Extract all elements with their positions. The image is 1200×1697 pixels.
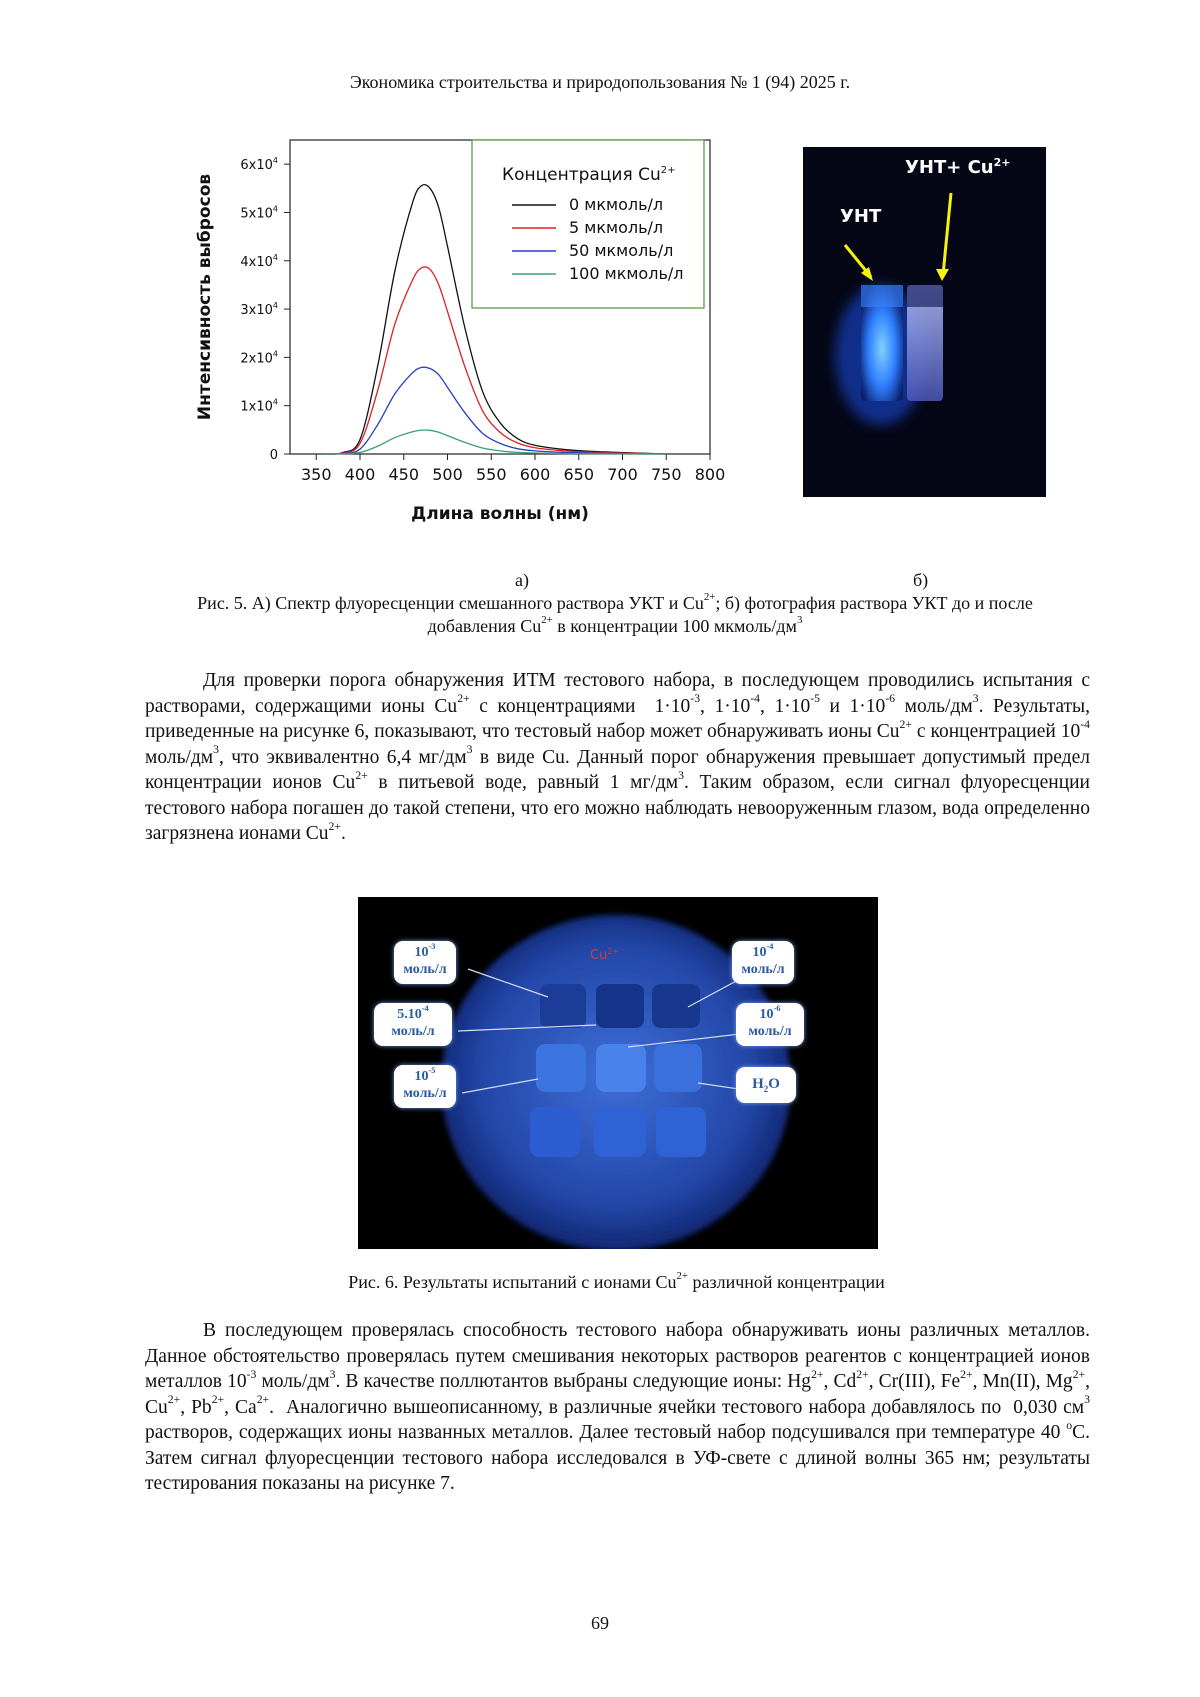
y-tick-label: $3x10^4$ [240, 301, 278, 319]
legend-title: Концентрация $Cu^{2+}$ [502, 165, 676, 185]
cuvette-photo-drawing [803, 147, 1046, 497]
legend-entry-0: 0 мкмоль/л [569, 195, 664, 214]
cell-r1c3 [652, 984, 700, 1028]
label-5e-4: $5.10^{-4}$ моль/л [374, 1003, 452, 1046]
x-axis-label: Длина волны (нм) [411, 504, 589, 524]
legend-entry-3: 100 мкмоль/л [569, 264, 684, 283]
paragraph-2: В последующем проверялась способность тестового набора обнаруживать ионы различных металлов. Данное обстоятельство проверялась путем смешивания некоторых растворов реагентов с концентрацией ионов металлов $10^{-3}$ моль/$дм^3$. В качестве поллютантов выбраны следующие ионы: $Hg^{2+}$, $Cd^{2+}$, Cr(III), $Fe^{2+}$, Mn(II), $Mg^{2+}$, $Cu^{2+}$, $Pb^{2+}$, $Ca^{2+}$. Аналогично вышеописанному, в различные ячейки тестового набора добавлялось по 0,030 $см^3$ растворов, содержащих ионы названных металлов. Далее тестовый набор подсушивался при температуре 40 $^о$С. Затем сигнал флуоресценции тестового набора исследовался в УФ-свете с длиной волны 365 нм; результаты тестирования показаны на рисунке 7. [145, 1320, 1090, 1494]
label-1e-6: $10^{-6}$ моль/л [736, 1003, 804, 1046]
y-tick-label: $4x10^4$ [240, 252, 278, 270]
y-tick-label: 0 [269, 448, 278, 463]
x-tick-label: 550 [475, 465, 507, 484]
label-unt-cu: $УНТ+ Cu^{2+}$ [905, 156, 1011, 178]
panel-b-label: б) [913, 570, 929, 590]
y-tick-label: $6x10^4$ [240, 156, 278, 174]
label-1e-3: $10^{-3}$ моль/л [394, 941, 456, 984]
paragraph-1: Для проверки порога обнаружения ИТМ тестового набора, в последующем проводились испытания с растворами, содержащими ионы $Cu^{2+}$ с концентрациями $1\cdot 10^{-3}$, $1\cdot 10^{-4}$, $1\cdot 10^{-5}$ и $1\cdot 10^{-6}$ моль/$дм^3$. Результаты, приведенные на рисунке 6, показывают, что тестовый набор может обнаруживать ионы $Cu^{2+}$ с концентрацией $10^{-4}$ моль/$дм^3$, что эквивалентно 6,4 $мг/дм^3$ в виде Cu. Данный порог обнаружения превышает допустимый предел концентрации ионов $Cu^{2+}$ в питьевой воде, равный 1 $мг/дм^3$. Таким образом, если сигнал флуоресценции тестового набора погашен до такой степени, что его можно наблюдать невооруженным глазом, вода определенно загрязнена ионами $Cu^{2+}$. [145, 670, 1090, 844]
running-header: Экономика строительства и природопользования № 1 (94) 2025 г. [349, 72, 851, 92]
x-tick-label: 650 [563, 465, 595, 484]
label-h2o: $H_2O$ [736, 1067, 796, 1103]
legend-entry-1: 5 мкмоль/л [569, 218, 664, 237]
y-tick-label: $2x10^4$ [240, 349, 278, 367]
figure6-caption: Рис. 6. Результаты испытаний с ионами $Cu^{2+}$ различной концентрации [348, 1270, 885, 1292]
x-tick-label: 600 [519, 465, 551, 484]
cell-r2c3 [654, 1044, 702, 1092]
cell-r2c2 [596, 1044, 646, 1092]
test-kit-photo [358, 897, 878, 1249]
x-tick-label: 700 [607, 465, 638, 484]
fluorescence-spectrum-chart [190, 132, 790, 572]
x-tick-label: 350 [300, 465, 332, 484]
legend-entry-2: 50 мкмоль/л [569, 241, 674, 260]
x-tick-label: 500 [432, 465, 463, 484]
label-1e-4: $10^{-4}$ моль/л [732, 941, 794, 984]
x-tick-label: 750 [650, 465, 682, 484]
y-tick-label: $5x10^4$ [240, 204, 278, 222]
y-tick-label: $1x10^4$ [240, 397, 278, 415]
cell-r2c1 [536, 1044, 586, 1092]
x-tick-label: 400 [344, 465, 376, 484]
label-unt: УНТ [840, 206, 882, 227]
page-number: 69 [591, 1613, 609, 1633]
x-tick-label: 800 [694, 465, 726, 484]
x-tick-label: 450 [388, 465, 420, 484]
cell-r1c2 [596, 984, 644, 1028]
cuvette-photo [803, 147, 1046, 497]
figure5-caption [140, 592, 1090, 638]
cu-tag: $Cu^{2+}$ [590, 947, 620, 963]
cell-r3c1 [530, 1107, 580, 1157]
cell-r1c1 [540, 984, 586, 1028]
label-1e-5: $10^{-5}$ моль/л [394, 1065, 456, 1108]
panel-a-label: а) [515, 570, 529, 590]
cell-r3c3 [656, 1107, 706, 1157]
figure5-caption-line1: Рис. 5. А) Спектр флуоресценции смешанного раствора УКТ и $Cu^{2+}$; б) фотография раствора УКТ до и после [197, 591, 1033, 613]
figure5-caption-line2: добавления $Cu^{2+}$ в концентрации 100 мкмоль/$дм^3$ [427, 614, 803, 636]
series-line-2 [325, 367, 666, 454]
y-axis-label: Интенсивность выбросов [195, 173, 215, 421]
cell-r3c2 [594, 1107, 646, 1157]
